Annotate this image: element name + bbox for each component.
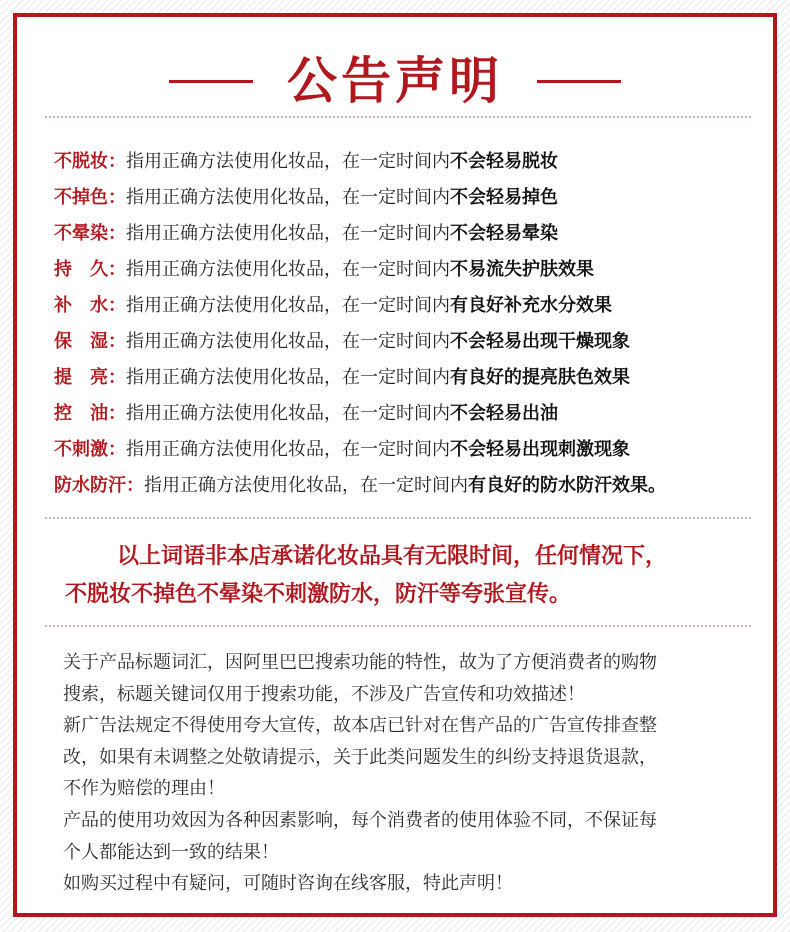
claim-emphasis: 不会轻易掉色 (450, 187, 558, 208)
claim-label: 不晕染： (54, 223, 126, 244)
claims-list (54, 142, 764, 502)
claim-emphasis: 不会轻易晕染 (450, 223, 558, 244)
divider-top (45, 116, 751, 118)
claim-label: 提 亮： (54, 367, 126, 388)
claim-desc: 指用正确方法使用化妆品，在一定时间内 (126, 259, 450, 280)
claim-desc: 指用正确方法使用化妆品，在一定时间内 (126, 403, 450, 424)
claim-item (54, 214, 764, 250)
claim-item (54, 250, 764, 286)
title-row (17, 45, 773, 117)
divider-bottom (45, 625, 751, 627)
claim-desc: 指用正确方法使用化妆品，在一定时间内 (126, 223, 450, 244)
disclaimer-line: 搜索，标题关键词仅用于搜索功能，不涉及广告宣传和功效描述！ (63, 683, 585, 705)
claim-desc: 指用正确方法使用化妆品，在一定时间内 (126, 331, 450, 352)
disclaimer-line: 不作为赔偿的理由！ (63, 778, 225, 800)
claim-desc: 指用正确方法使用化妆品，在一定时间内 (126, 151, 450, 172)
claim-desc: 指用正确方法使用化妆品，在一定时间内 (126, 367, 450, 388)
disclaimer-line: 关于产品标题词汇，因阿里巴巴搜索功能的特性，故为了方便消费者的购物 (63, 652, 657, 673)
title-line-right (537, 80, 621, 83)
claim-label: 控 油： (54, 403, 126, 424)
claim-desc: 指用正确方法使用化妆品，在一定时间内 (126, 295, 450, 316)
claim-item (54, 142, 764, 178)
claim-label: 防水防汗： (54, 475, 144, 496)
claim-item (54, 466, 764, 502)
disclaimer-line: 改，如果有未调整之处敬请提示，关于此类问题发生的纠纷支持退货退款， (63, 746, 657, 768)
notice-line-1: 以上词语非本店承诺化妆品具有无限时间，任何情况下， (117, 544, 668, 569)
claim-label: 补 水： (54, 295, 126, 316)
claim-emphasis: 有良好的提亮肤色效果 (450, 367, 630, 388)
claim-item (54, 286, 764, 322)
claim-emphasis: 不易流失护肤效果 (450, 259, 594, 280)
claim-item (54, 178, 764, 214)
announcement-frame (13, 13, 777, 917)
claim-item (54, 322, 764, 358)
disclaimer-line: 产品的使用功效因为各种因素影响，每个消费者的使用体验不同，不保证每 (63, 809, 657, 831)
claim-desc: 指用正确方法使用化妆品，在一定时间内 (144, 475, 468, 496)
claim-item (54, 430, 764, 466)
claim-desc: 指用正确方法使用化妆品，在一定时间内 (126, 187, 450, 208)
disclaimer-line: 如购买过程中有疑问，可随时咨询在线客服，特此声明！ (63, 873, 513, 895)
claim-emphasis: 有良好的防水防汗效果。 (468, 475, 666, 496)
disclaimer-text (63, 647, 763, 900)
divider-middle (45, 517, 751, 519)
disclaimer-line: 新广告法规定不得使用夸大宣传，故本店已针对在售产品的广告宣传排查整 (63, 715, 657, 737)
page-title: 公告声明 (287, 52, 503, 110)
claim-item (54, 358, 764, 394)
claim-emphasis: 不会轻易出现干燥现象 (450, 331, 630, 352)
claim-label: 保 湿： (54, 331, 126, 352)
claim-label: 不掉色： (54, 187, 126, 208)
claim-desc: 指用正确方法使用化妆品，在一定时间内 (126, 439, 450, 460)
claim-emphasis: 不会轻易出油 (450, 403, 558, 424)
notice-line-2: 不脱妆不掉色不晕染不刺激防水，防汗等夸张宣传。 (65, 582, 572, 607)
claim-item (54, 394, 764, 430)
claim-emphasis: 不会轻易脱妆 (450, 151, 558, 172)
claim-emphasis: 不会轻易出现刺激现象 (450, 439, 630, 460)
claim-label: 不脱妆： (54, 151, 126, 172)
disclaimer-line: 个人都能达到一致的结果！ (63, 841, 279, 863)
title-line-left (169, 80, 253, 83)
claim-label: 不刺激： (54, 439, 126, 460)
claim-emphasis: 有良好补充水分效果 (450, 295, 612, 316)
claim-label: 持 久： (54, 259, 126, 280)
